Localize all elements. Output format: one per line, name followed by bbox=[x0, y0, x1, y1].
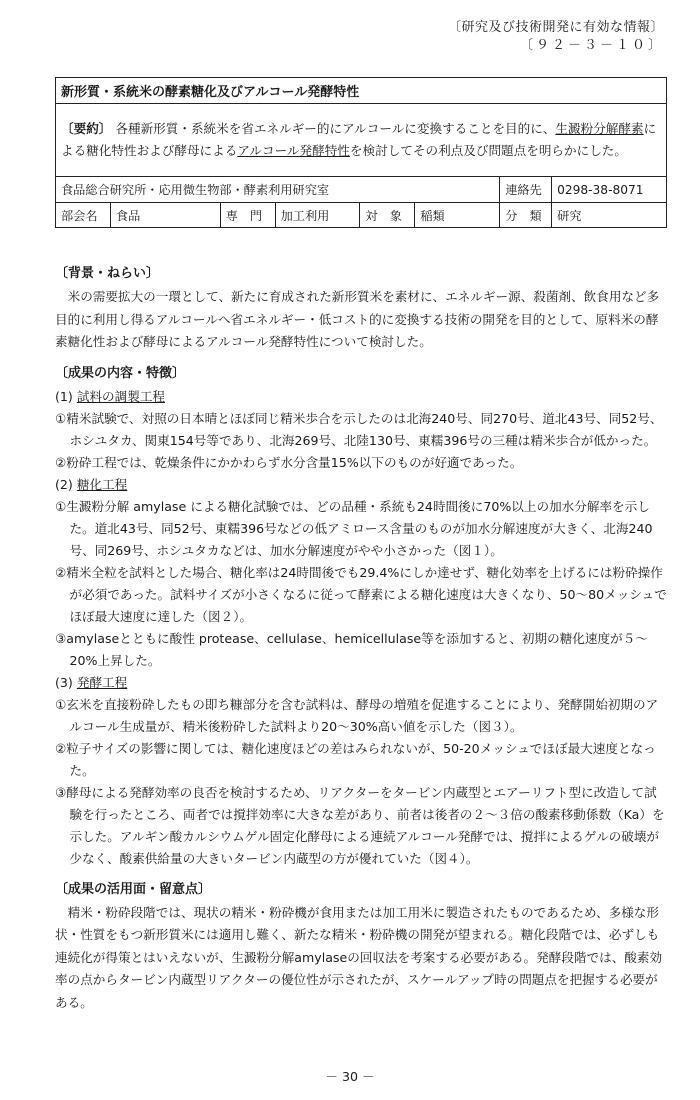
result-item: ③酵母による発酵効率の良否を検討するため、リアクターをタービン内蔵型とエアーリフト型に改造して試験を行ったところ、両者では撹拌効率に大きな差があり、前者は後者の２～３倍の酸素移動係数（Ka）を示した。アルギン酸カルシウムゲル固定化酵母による連続アルコール発酵では、撹拌によるゲルの破壊が少なく、酸素供給量の大きいタービン内蔵型の方が優れていた（図４）。 bbox=[55, 784, 665, 866]
contact-label: 連絡先 bbox=[500, 177, 552, 203]
document-code: 〔９２－３－１０〕 bbox=[519, 38, 664, 53]
class-label-target: 対 象 bbox=[360, 203, 415, 228]
class-label-specialty: 専 門 bbox=[220, 203, 275, 228]
result-item: ②粉砕工程では、乾燥条件にかかわらず水分含量15%以下のものが好適であった。 bbox=[55, 454, 523, 470]
subsection-number: (2) bbox=[55, 476, 73, 492]
result-item: ①精米試験で、対照の日本晴とほぼ同じ精米歩合を示したのは北海240号、同270号、道北43号、同52号、ホシユタカ、関東154号等であり、北海269号、北陸130号、東糯396号の三種は精米歩合が低かった。 bbox=[55, 410, 663, 448]
institution-name: 食品総合研究所・応用微生物部・酵素利用研究室 bbox=[56, 177, 500, 203]
class-label-category: 分 類 bbox=[500, 203, 552, 228]
summary-table bbox=[55, 77, 667, 228]
summary-text-1: 各種新形質・系統米を省エネルギー的にアルコールに変換することを目的に、 bbox=[115, 121, 556, 136]
subsection-title: 発酵工程 bbox=[76, 674, 128, 690]
subsection-heading bbox=[55, 672, 667, 694]
section-heading-results: 〔成果の内容・特徴〕 bbox=[55, 365, 186, 381]
result-item: ①生澱粉分解 amylase による糖化試験では、どの品種・系統も24時間後に70%以上の加水分解率を示した。道北43号、同52号、東糯396号などの低アミロース含量のものが加水分解速度が大きく、北海240号、同269号、ホシユタカなどは、加水分解速度がやや小さかった（図１）。 bbox=[55, 498, 653, 558]
subsection-heading bbox=[55, 474, 667, 496]
summary-text-3: を検討してその利点及び問題点を明らかにした。 bbox=[349, 143, 627, 158]
subsection-heading bbox=[55, 386, 667, 408]
result-item: ①玄米を直接粉砕したもの即ち糠部分を含む試料は、酵母の増殖を促進することにより、発酵開始初期のアルコール生成量が、精米後粉砕した試料より20～30%高い値を示した（図３）。 bbox=[55, 696, 659, 734]
application-text: 精米・粉砕段階では、現状の精米・粉砕機が食用または加工用米に製造されたものであるため、多様な形状・性質をもつ新形質米には適用し難く、新たな精米・粉砕機の開発が望まれる。糖化段階では、必ずしも連続化が得策とはいえないが、生澱粉分解amylaseの回収法を考案する必要がある。発酵段階では、酸素効率の点からタービン内蔵型リアクターの優位性が示されたが、スケールアップ時の問題点を把握する必要がある。 bbox=[55, 904, 663, 1010]
summary-keyword-fermentation: アルコール発酵特性 bbox=[237, 143, 350, 158]
class-value-target: 稲類 bbox=[415, 203, 500, 228]
class-value-division: 食品 bbox=[110, 203, 220, 228]
subsection-title: 試料の調製工程 bbox=[76, 388, 166, 404]
class-value-specialty: 加工利用 bbox=[275, 203, 360, 228]
summary-cell bbox=[56, 104, 667, 177]
class-label-division: 部会名 bbox=[56, 203, 111, 228]
result-item: ②精米全粒を試料とした場合、糖化率は24時間後でも29.4%にしか達せず、糖化効率を上げるには粉砕操作が必須であった。試料サイズが小さくなるに従って酵素による糖化速度は大きくなり、50～80メッシュでほぼ最大速度に達した（図２）。 bbox=[55, 564, 667, 624]
main-content bbox=[55, 262, 667, 1022]
class-value-category: 研究 bbox=[552, 203, 667, 228]
subsection-number: (3) bbox=[55, 674, 73, 690]
result-item: ②粒子サイズの影響に関しては、糖化速度ほどの差はみられないが、50-20メッシュでほぼ最大速度となった。 bbox=[55, 740, 656, 778]
section-heading-application: 〔成果の活用面・留意点〕 bbox=[55, 881, 212, 897]
report-title: 新形質・系統米の酵素糖化及びアルコール発酵特性 bbox=[56, 78, 667, 104]
summary-label: 〔要約〕 bbox=[61, 121, 112, 136]
section-heading-background: 〔背景・ねらい〕 bbox=[55, 266, 160, 281]
subsection-number: (1) bbox=[55, 388, 73, 404]
contact-phone: 0298-38-8071 bbox=[552, 177, 667, 203]
page-number: － 30 － bbox=[325, 1069, 375, 1084]
result-item: ③amylaseとともに酸性 protease、cellulase、hemicellulase等を添加すると、初期の糖化速度が５～20%上昇した。 bbox=[55, 630, 648, 668]
subsection-title: 糖化工程 bbox=[76, 476, 128, 492]
summary-keyword-enzyme: 生澱粉分解酵素 bbox=[555, 121, 644, 136]
summary-text-2: による糖化特性および酵母による bbox=[61, 121, 657, 158]
background-text: 米の需要拡大の一環として、新たに育成された新形質米を素材に、エネルギー源、殺菌剤、飲食用など多目的に利用し得るアルコールへ省エネルギー・低コスト的に変換する技術の開発を目的として、原料米の酵素糖化性および酵母によるアルコール発酵特性について検討した。 bbox=[55, 289, 660, 349]
info-category-label: 〔研究及び技術開発に有効な情報〕 bbox=[447, 20, 664, 35]
